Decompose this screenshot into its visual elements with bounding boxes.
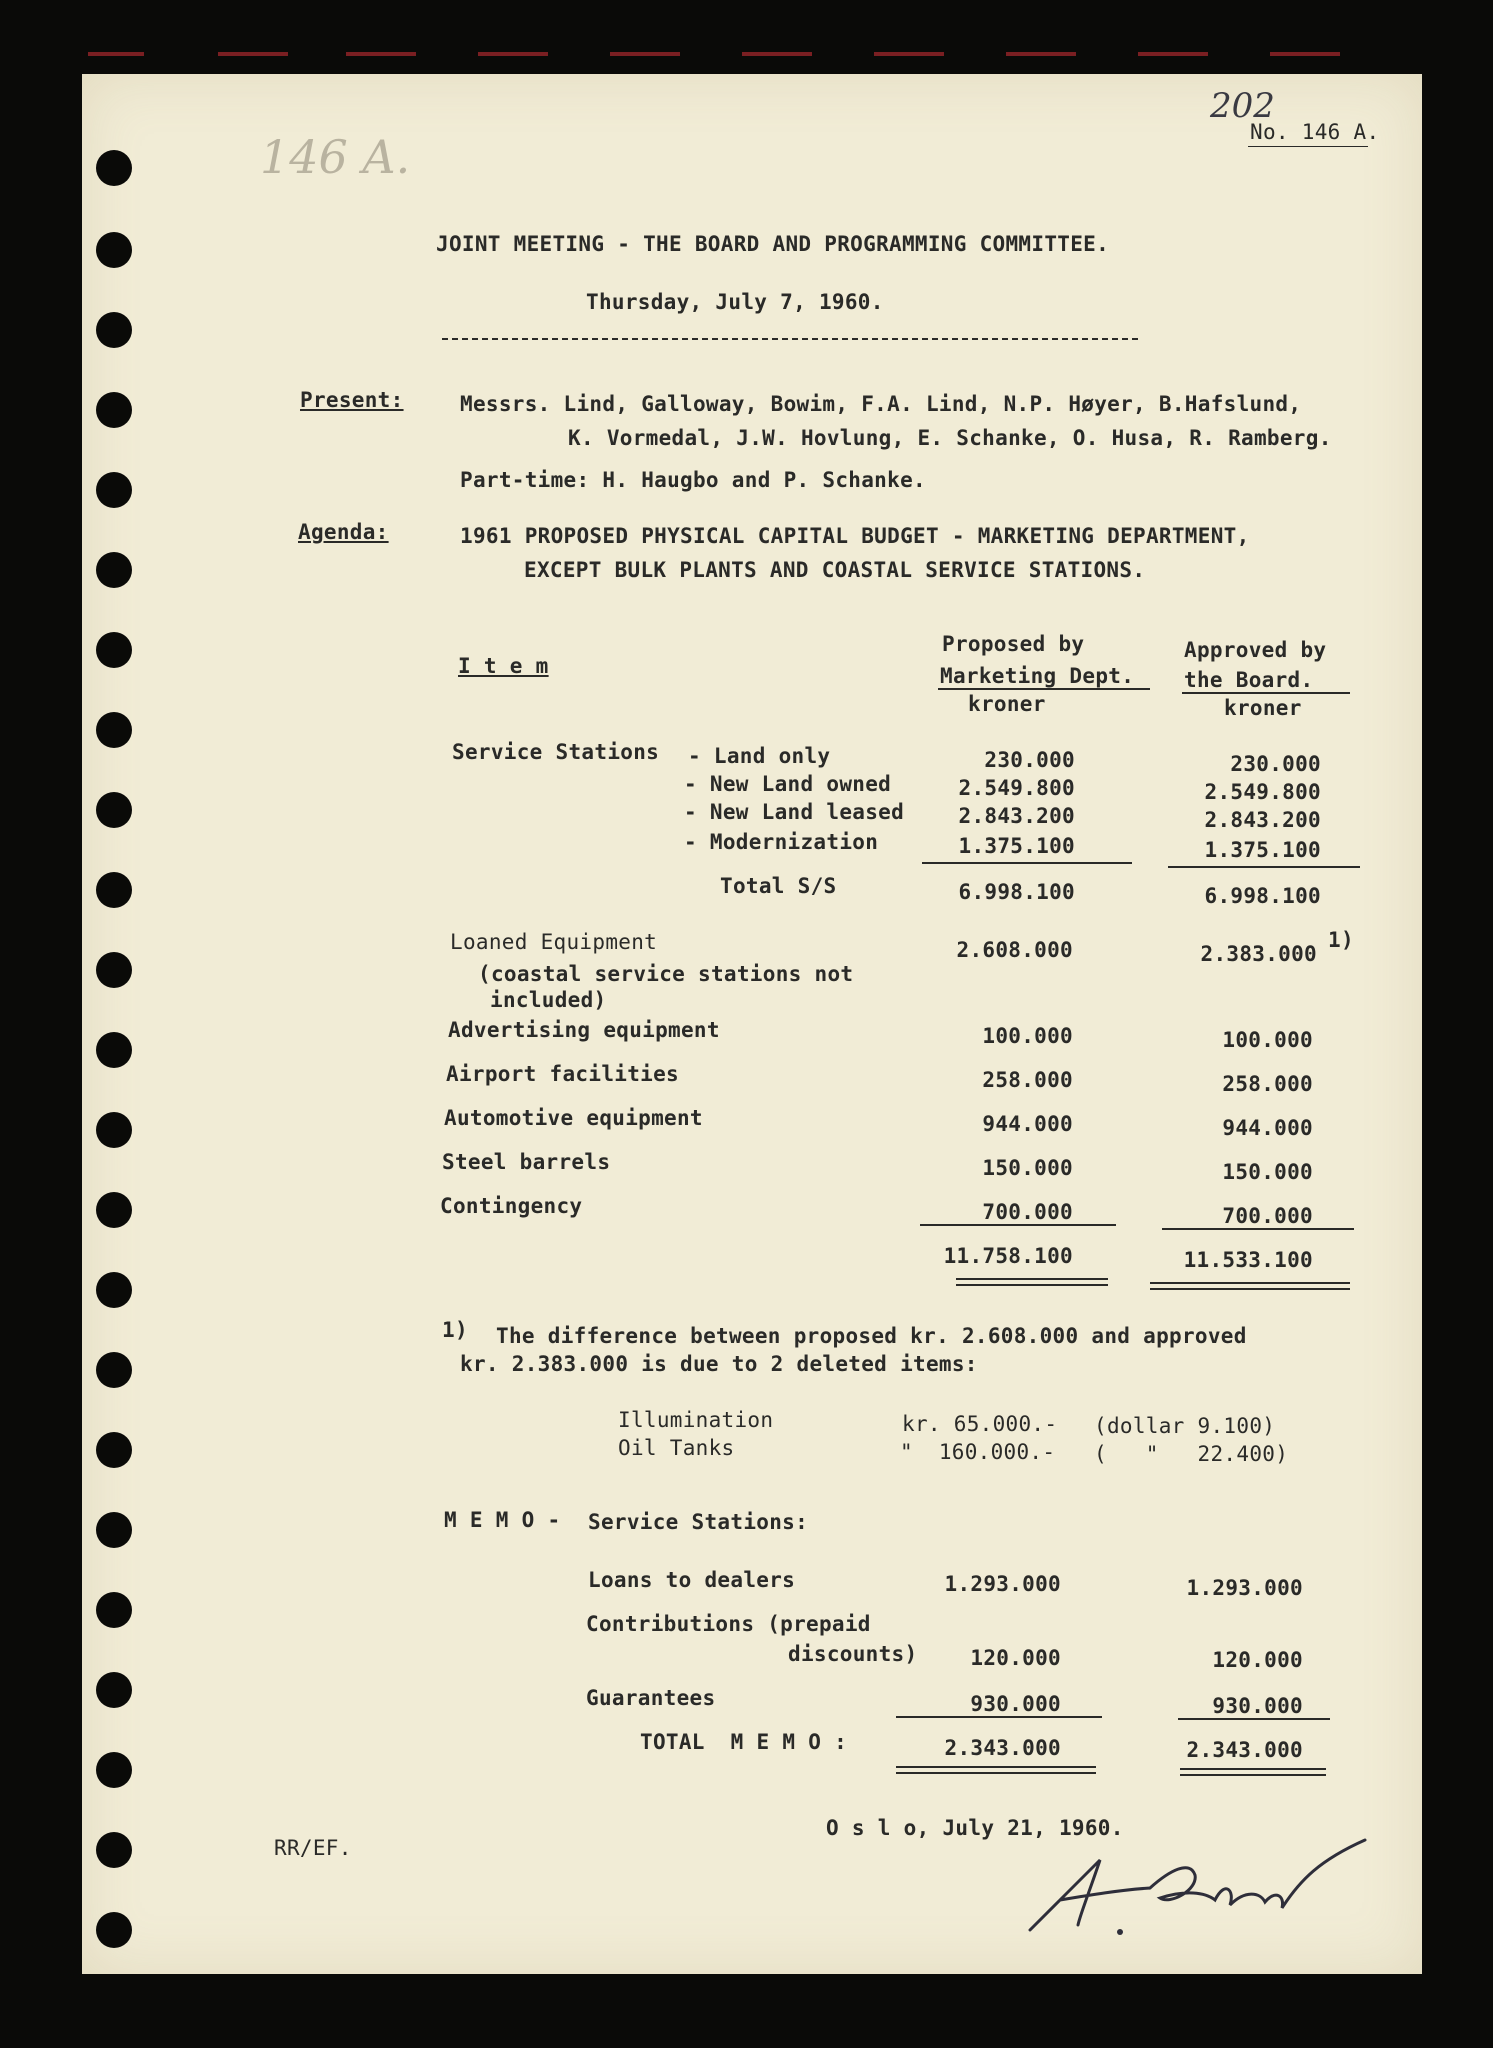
loaned-label-2: (coastal service stations not (478, 962, 854, 986)
contingency-underline (1162, 1228, 1354, 1230)
deleted-item-amount: kr. 65.000.- (902, 1412, 1058, 1436)
binding-stripe (1270, 52, 1340, 56)
loaned-approved: 2.383.000 (1200, 942, 1317, 966)
punch-hole (96, 1352, 132, 1388)
punch-hole (96, 1592, 132, 1628)
punch-hole (96, 1672, 132, 1708)
signature (1020, 1820, 1380, 1940)
memo-row-label-2: discounts) (788, 1642, 918, 1666)
memo-subtotal-line (1178, 1718, 1330, 1720)
ss-item-proposed: 230.000 (984, 748, 1075, 772)
service-stations-label: Service Stations (452, 740, 660, 764)
contingency-underline (920, 1224, 1116, 1226)
memo-row-label: Contributions (prepaid (586, 1612, 871, 1636)
binding-stripe (1138, 52, 1208, 56)
grand-total-double-underline (956, 1278, 1108, 1286)
budget-row-proposed: 150.000 (982, 1156, 1073, 1180)
memo-total-double-underline (896, 1766, 1096, 1774)
punch-hole (96, 552, 132, 588)
punch-hole (96, 1192, 132, 1228)
binding-stripe (742, 52, 812, 56)
ss-item-approved: 2.549.800 (1204, 780, 1321, 804)
punch-hole (96, 1112, 132, 1148)
binding-stripe (1006, 52, 1076, 56)
budget-row-label: Steel barrels (442, 1150, 611, 1174)
punch-hole (96, 150, 132, 186)
deleted-item-amount: " 160.000.- (900, 1440, 1056, 1464)
doc-number: No. 146 A. (1250, 120, 1380, 144)
faint-pencil-note: 146 A. (260, 130, 411, 184)
budget-row-approved: 100.000 (1222, 1028, 1313, 1052)
punch-hole (96, 792, 132, 828)
doc-number-underline (1248, 146, 1368, 147)
punch-hole (96, 472, 132, 508)
memo-row-label: Guarantees (586, 1686, 716, 1710)
memo-total-proposed: 2.343.000 (944, 1736, 1061, 1760)
agenda-line-1: 1961 PROPOSED PHYSICAL CAPITAL BUDGET - MARKETING DEPARTMENT, (460, 524, 1250, 548)
budget-row-label: Airport facilities (446, 1062, 679, 1086)
punch-hole (96, 1272, 132, 1308)
memo-total-double-underline (1180, 1768, 1326, 1776)
typist-initials: RR/EF. (274, 1836, 352, 1860)
memo-total-approved: 2.343.000 (1186, 1738, 1303, 1762)
grand-total-double-underline (1150, 1282, 1350, 1290)
binding-stripe (218, 52, 288, 56)
present-label: Present: (300, 388, 404, 412)
budget-row-approved: 944.000 (1222, 1116, 1313, 1140)
budget-row-proposed: 700.000 (982, 1200, 1073, 1224)
punch-hole (96, 1432, 132, 1468)
punch-hole (96, 392, 132, 428)
ss-total-label: Total S/S (720, 874, 837, 898)
binding-stripe (88, 52, 144, 56)
place-date: O s l o, July 21, 1960. (826, 1816, 1124, 1840)
deleted-item-dollar: ( " 22.400) (1094, 1442, 1289, 1466)
footnote-line-2: kr. 2.383.000 is due to 2 deleted items: (460, 1352, 978, 1376)
agenda-label: Agenda: (298, 520, 389, 544)
budget-row-approved: 700.000 (1222, 1204, 1313, 1228)
ss-item-approved: 230.000 (1230, 752, 1321, 776)
budget-row-approved: 258.000 (1222, 1072, 1313, 1096)
ss-item-label: - New Land leased (684, 800, 905, 824)
footnote-marker: 1) (442, 1318, 468, 1342)
punch-hole (96, 712, 132, 748)
present-line-1: Messrs. Lind, Galloway, Bowim, F.A. Lind, N.P. Høyer, B.Hafslund, (460, 392, 1302, 416)
punch-hole (96, 1832, 132, 1868)
binding-stripe (610, 52, 680, 56)
budget-row-label: Automotive equipment (444, 1106, 703, 1130)
item-header: I t e m (458, 654, 549, 678)
proposed-header-1: Proposed by (942, 632, 1085, 656)
binding-stripe (346, 52, 416, 56)
punch-hole (96, 632, 132, 668)
present-line-2: K. Vormedal, J.W. Hovlung, E. Schanke, O. Husa, R. Ramberg. (568, 426, 1332, 450)
budget-row-proposed: 100.000 (982, 1024, 1073, 1048)
memo-row-proposed: 120.000 (970, 1646, 1061, 1670)
punch-hole (96, 1512, 132, 1548)
document-page (82, 74, 1422, 1974)
binding-stripe (874, 52, 944, 56)
present-parttime: Part-time: H. Haugbo and P. Schanke. (460, 468, 926, 492)
ss-subtotal-line (1168, 866, 1360, 868)
punch-hole (96, 1032, 132, 1068)
grand-total-approved: 11.533.100 (1183, 1248, 1313, 1272)
ss-item-proposed: 2.549.800 (958, 776, 1075, 800)
punch-hole (96, 312, 132, 348)
ss-item-label: - New Land owned (684, 772, 892, 796)
memo-label: M E M O - (444, 1508, 561, 1532)
ss-item-label: - Modernization (684, 830, 879, 854)
ss-item-approved: 2.843.200 (1204, 808, 1321, 832)
ss-item-approved: 1.375.100 (1204, 838, 1321, 862)
memo-row-approved: 1.293.000 (1186, 1576, 1303, 1600)
punch-hole (96, 232, 132, 268)
memo-total-label: TOTAL M E M O : (640, 1730, 848, 1754)
memo-row-proposed: 930.000 (970, 1692, 1061, 1716)
proposed-header-2: Marketing Dept. (940, 664, 1135, 688)
loaned-proposed: 2.608.000 (956, 938, 1073, 962)
ss-total-approved: 6.998.100 (1204, 884, 1321, 908)
proposed-header-3: kroner (968, 692, 1046, 716)
archive-number: 202 (1210, 86, 1275, 126)
ss-item-proposed: 2.843.200 (958, 804, 1075, 828)
memo-row-label: Loans to dealers (588, 1568, 796, 1592)
ss-item-label: - Land only (688, 744, 831, 768)
budget-row-approved: 150.000 (1222, 1160, 1313, 1184)
approved-header-2: the Board. (1184, 668, 1314, 692)
approved-header-1: Approved by (1184, 638, 1327, 662)
loaned-label-3: included) (490, 988, 607, 1012)
budget-row-proposed: 258.000 (982, 1068, 1073, 1092)
memo-heading: Service Stations: (588, 1510, 809, 1534)
memo-subtotal-line (896, 1716, 1102, 1718)
ss-item-proposed: 1.375.100 (958, 834, 1075, 858)
binding-stripe (478, 52, 548, 56)
memo-row-proposed: 1.293.000 (944, 1572, 1061, 1596)
grand-total-proposed: 11.758.100 (943, 1244, 1073, 1268)
punch-hole (96, 1912, 132, 1948)
meeting-date: Thursday, July 7, 1960. (586, 290, 884, 314)
page-title: JOINT MEETING - THE BOARD AND PROGRAMMING COMMITTEE. (436, 232, 1110, 256)
memo-row-approved: 120.000 (1212, 1648, 1303, 1672)
punch-hole (96, 1752, 132, 1788)
approved-header-underline (1182, 692, 1350, 694)
memo-row-approved: 930.000 (1212, 1694, 1303, 1718)
agenda-line-2: EXCEPT BULK PLANTS AND COASTAL SERVICE STATIONS. (524, 558, 1146, 582)
footnote-line-1: The difference between proposed kr. 2.608.000 and approved (496, 1324, 1247, 1348)
punch-hole (96, 952, 132, 988)
title-divider (442, 338, 1138, 340)
budget-row-proposed: 944.000 (982, 1112, 1073, 1136)
budget-row-label: Contingency (440, 1194, 583, 1218)
deleted-item-label: Oil Tanks (618, 1436, 735, 1460)
ss-subtotal-line (922, 862, 1132, 864)
deleted-item-dollar: (dollar 9.100) (1094, 1414, 1276, 1438)
loaned-footnote-marker: 1) (1328, 928, 1354, 952)
approved-header-3: kroner (1224, 696, 1302, 720)
punch-hole (96, 872, 132, 908)
budget-row-label: Advertising equipment (448, 1018, 720, 1042)
loaned-label-1: Loaned Equipment (450, 930, 658, 954)
ss-total-proposed: 6.998.100 (958, 880, 1075, 904)
proposed-header-underline (938, 688, 1150, 690)
deleted-item-label: Illumination (618, 1408, 774, 1432)
